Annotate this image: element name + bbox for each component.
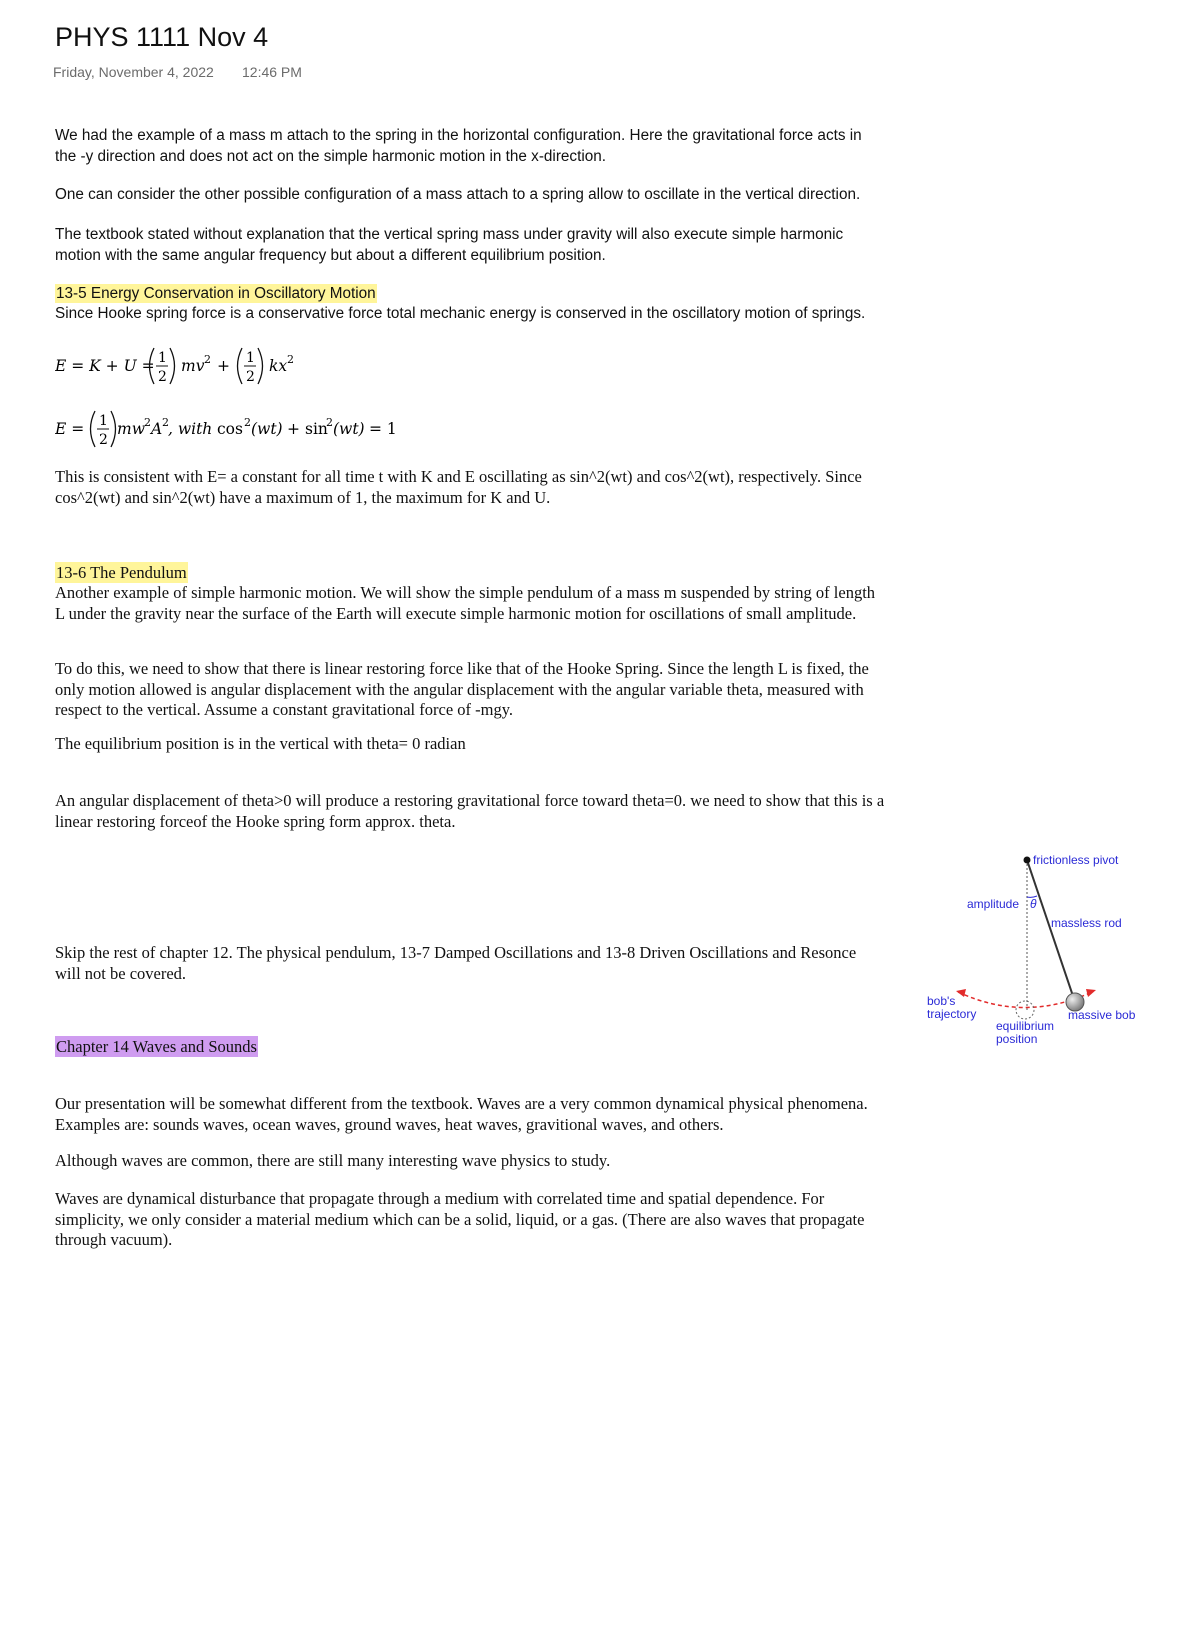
eq2-exp1: 2: [144, 416, 151, 429]
paragraph-waves-intro: Our presentation will be somewhat different from the textbook. Waves are a very common dynamical physical phenomena. Examples are: sounds waves, ocean waves, ground waves, heat waves, gravitional waves, and others.: [55, 1094, 868, 1134]
label-massive-bob: massive bob: [1068, 1008, 1136, 1022]
eq2-arg1: (wt): [251, 420, 283, 438]
heading-energy-conservation: [55, 284, 885, 305]
eq2-exp4: 2: [326, 416, 333, 429]
paragraph-energy-constant: This is consistent with E= a constant for all time t with K and E oscillating as sin^2(wt) and cos^2(wt), respectively. Since cos^2(wt) and sin^2(wt) have a maximum of 1, the maximum for K and U.: [55, 467, 862, 507]
paragraph-vertical-spring: One can consider the other possible configuration of a mass attach to a spring allow to oscillate in the vertical direction.: [55, 186, 861, 203]
label-equilibrium: equilibrium: [996, 1019, 1055, 1033]
paragraph-horizontal-spring: We had the example of a mass m attach to the spring in the horizontal configuration. Here the gravitational force acts in the -y direction and does not act on the simple harmonic motion in the x-direction.: [55, 127, 862, 165]
eq2-lhs: E =: [55, 420, 85, 438]
paragraph-skip-rest: Skip the rest of chapter 12. The physical pendulum, 13-7 Damped Oscillations and 13-8 Driven Oscillations and Resonce will not be covered.: [55, 943, 857, 983]
massless-rod: [1027, 860, 1075, 1002]
eq2-exp3: 2: [244, 416, 251, 429]
heading-waves-sounds-text: Chapter 14 Waves and Sounds: [56, 1037, 257, 1056]
paragraph-waves-common: Although waves are common, there are still many interesting wave physics to study.: [55, 1151, 611, 1170]
label-amplitude: amplitude: [967, 897, 1020, 911]
pivot-point: [1024, 857, 1031, 864]
eq2-term1b: A: [151, 420, 163, 438]
paragraph-waves-definition: Waves are dynamical disturbance that propagate through a medium with correlated time and spatial dependence. For simplicity, we only consider a material medium which can be a solid, liquid, or a gas. (There are also waves that propagate through vacuum).: [55, 1189, 865, 1249]
eq1-lhs: E = K + U =: [55, 357, 155, 375]
eq2-frac-den: 2: [99, 432, 108, 448]
page-time: 12:46 PM: [242, 64, 302, 80]
eq2-sin: sin: [305, 420, 328, 438]
heading-waves-sounds: [55, 1037, 885, 1058]
eq2-arg2: (wt): [333, 420, 365, 438]
page-title: PHYS 1111 Nov 4: [55, 22, 269, 52]
label-theta: θ: [1030, 897, 1037, 911]
heading-pendulum-text: 13-6 The Pendulum: [56, 563, 187, 582]
eq1-term1: mv: [181, 357, 205, 375]
equilibrium-bob-ghost: [1016, 1001, 1034, 1019]
paragraph-angular-displacement: An angular displacement of theta>0 will produce a restoring gravitational force toward theta=0. we need to show that this is a linear restoring forceof the Hooke spring form approx. theta.: [55, 791, 885, 831]
eq1-frac2-den: 2: [246, 369, 255, 385]
eq2-plus: +: [287, 420, 300, 438]
trajectory-arrow-right: [1086, 989, 1096, 997]
paragraph-equilibrium: The equilibrium position is in the vertical with theta= 0 radian: [55, 734, 466, 753]
heading-energy-conservation-text: 13-5 Energy Conservation in Oscillatory Motion: [56, 285, 376, 302]
equation-energy-sum: [55, 342, 315, 388]
label-frictionless-pivot: frictionless pivot: [1033, 853, 1119, 867]
eq2-frac-num: 1: [99, 413, 108, 429]
eq1-term2: kx: [269, 357, 288, 375]
eq2-eq-one: = 1: [369, 420, 397, 438]
page-date: Friday, November 4, 2022: [53, 64, 214, 80]
paragraph-textbook-statement: The textbook stated without explanation that the vertical spring mass under gravity will also execute simple harmonic motion with the same angular frequency but about a different equilibrium position.: [55, 226, 844, 264]
eq2-term1: mw: [117, 420, 145, 438]
eq1-frac2-num: 1: [246, 350, 255, 366]
eq1-exp2: 2: [287, 353, 294, 366]
pendulum-diagram: [920, 845, 1160, 1055]
eq1-exp1: 2: [204, 353, 211, 366]
label-massless-rod: massless rod: [1051, 916, 1122, 930]
eq2-exp2: 2: [162, 416, 169, 429]
label-position: position: [996, 1032, 1038, 1046]
eq1-frac1-den: 2: [158, 369, 167, 385]
trajectory-arrow-left: [956, 989, 966, 997]
eq2-cos: cos: [217, 420, 243, 438]
eq2-with: , with: [168, 420, 213, 438]
eq1-frac1-num: 1: [158, 350, 167, 366]
label-bobs: bob's: [927, 994, 956, 1008]
equation-total-energy: [55, 405, 415, 451]
paragraph-hooke-conservative: Since Hooke spring force is a conservative force total mechanic energy is conserved in the oscillatory motion of springs.: [55, 305, 866, 322]
eq1-plus: +: [217, 357, 230, 375]
heading-pendulum: [55, 563, 885, 584]
label-trajectory: trajectory: [927, 1007, 977, 1021]
paragraph-linear-restoring: To do this, we need to show that there is linear restoring force like that of the Hooke Spring. Since the length L is fixed, the only motion allowed is angular displacement with the angular displacement with the angular variable theta, measured with respect to the vertical. Assume a constant gravitational force of -mgy.: [55, 659, 869, 719]
paragraph-pendulum-intro: Another example of simple harmonic motion. We will show the simple pendulum of a mass m suspended by string of length L under the gravity near the surface of the Earth will execute simple harmonic motion for oscillations of small amplitude.: [55, 583, 876, 623]
